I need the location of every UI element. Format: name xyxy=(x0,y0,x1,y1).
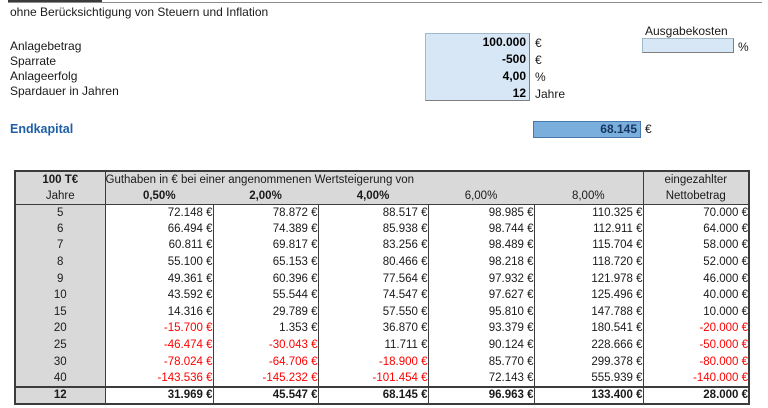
value-cell[interactable]: 228.666 € xyxy=(534,337,643,354)
year-cell[interactable]: 10 xyxy=(15,287,105,304)
subtitle: ohne Berücksichtigung von Steuern und Inflation xyxy=(10,5,269,19)
anlagebetrag-unit: € xyxy=(535,36,542,50)
year-cell[interactable]: 5 xyxy=(15,204,105,221)
value-cell[interactable]: 74.389 € xyxy=(213,221,318,238)
rate-header-3: 6,00% xyxy=(428,188,534,204)
table-row xyxy=(15,353,749,370)
anlageerfolg-unit: % xyxy=(535,70,546,84)
table-row xyxy=(15,304,749,321)
value-cell[interactable]: 112.911 € xyxy=(534,221,643,238)
results-table xyxy=(14,170,750,405)
value-cell[interactable]: -78.024 € xyxy=(105,353,213,370)
sparrate-unit: € xyxy=(535,53,542,67)
year-cell[interactable]: 40 xyxy=(15,370,105,387)
netto-cell[interactable]: -80.000 € xyxy=(643,353,749,370)
value-cell[interactable]: 14.316 € xyxy=(105,304,213,321)
year-cell[interactable]: 8 xyxy=(15,254,105,271)
ausgabekosten-unit: % xyxy=(738,40,749,54)
value-cell[interactable]: 74.547 € xyxy=(318,287,428,304)
header-row-top xyxy=(15,171,749,188)
rate-header-0: 0,50% xyxy=(105,188,213,204)
value-cell[interactable]: 55.100 € xyxy=(105,254,213,271)
value-cell[interactable]: 98.985 € xyxy=(428,204,534,221)
value-cell[interactable]: 36.870 € xyxy=(318,320,428,337)
anlageerfolg-input[interactable]: 4,00 xyxy=(502,69,526,83)
value-cell[interactable]: 180.541 € xyxy=(534,320,643,337)
table-row xyxy=(15,320,749,337)
value-cell[interactable]: 88.517 € xyxy=(318,204,428,221)
year-cell[interactable]: 7 xyxy=(15,237,105,254)
table-row xyxy=(15,337,749,354)
ausgabekosten-label: Ausgabekosten xyxy=(645,24,728,38)
value-cell[interactable]: 72.143 € xyxy=(428,370,534,387)
value-cell[interactable]: 60.811 € xyxy=(105,237,213,254)
header-rule xyxy=(8,2,762,3)
value-cell[interactable]: 121.978 € xyxy=(534,270,643,287)
value-cell[interactable]: 97.932 € xyxy=(428,270,534,287)
value-cell[interactable]: 299.378 € xyxy=(534,353,643,370)
header-row-rates xyxy=(15,188,749,204)
value-cell[interactable]: 72.148 € xyxy=(105,204,213,221)
year-cell[interactable]: 9 xyxy=(15,270,105,287)
value-cell[interactable]: 555.939 € xyxy=(534,370,643,387)
sparrate-label: Sparrate xyxy=(10,54,57,68)
value-cell[interactable]: -46.474 € xyxy=(105,337,213,354)
year-cell[interactable]: 12 xyxy=(15,387,105,404)
table-row xyxy=(15,287,749,304)
sparrate-input[interactable]: -500 xyxy=(501,52,526,66)
value-cell[interactable]: -18.900 € xyxy=(318,353,428,370)
value-cell[interactable]: 96.963 € xyxy=(428,387,534,404)
spardauer-label: Spardauer in Jahren xyxy=(10,84,119,98)
value-cell[interactable]: 49.361 € xyxy=(105,270,213,287)
table-row xyxy=(15,370,749,387)
endkapital-unit: € xyxy=(645,122,652,136)
year-cell[interactable]: 6 xyxy=(15,221,105,238)
rate-header-2: 4,00% xyxy=(318,188,428,204)
span-header: Guthaben in € bei einer angenommenen Wertsteigerung von xyxy=(105,171,643,188)
netto-cell[interactable]: 70.000 € xyxy=(643,204,749,221)
year-cell[interactable]: 25 xyxy=(15,337,105,354)
netto-cell[interactable]: 28.000 € xyxy=(643,387,749,404)
rate-header-4: 8,00% xyxy=(534,188,643,204)
netto-header-bottom: Nettobetrag xyxy=(643,188,749,204)
value-cell[interactable]: 115.704 € xyxy=(534,237,643,254)
netto-cell[interactable]: -20.000 € xyxy=(643,320,749,337)
table-row xyxy=(15,270,749,287)
value-cell[interactable]: 45.547 € xyxy=(213,387,318,404)
value-cell[interactable]: 125.496 € xyxy=(534,287,643,304)
value-cell[interactable]: 77.564 € xyxy=(318,270,428,287)
value-cell[interactable]: 98.744 € xyxy=(428,221,534,238)
summary-row xyxy=(15,387,749,404)
value-cell[interactable]: -64.706 € xyxy=(213,353,318,370)
value-cell[interactable]: 80.466 € xyxy=(318,254,428,271)
netto-cell[interactable]: 46.000 € xyxy=(643,270,749,287)
value-cell[interactable]: 97.627 € xyxy=(428,287,534,304)
spardauer-input[interactable]: 12 xyxy=(512,86,526,100)
value-cell[interactable]: -101.454 € xyxy=(318,370,428,387)
value-cell[interactable]: 95.810 € xyxy=(428,304,534,321)
netto-cell[interactable]: -140.000 € xyxy=(643,370,749,387)
netto-cell[interactable]: 10.000 € xyxy=(643,304,749,321)
table-row xyxy=(15,237,749,254)
value-cell[interactable]: 90.124 € xyxy=(428,337,534,354)
value-cell[interactable]: 43.592 € xyxy=(105,287,213,304)
value-cell[interactable]: 55.544 € xyxy=(213,287,318,304)
value-cell[interactable]: 31.969 € xyxy=(105,387,213,404)
value-cell[interactable]: 98.218 € xyxy=(428,254,534,271)
corner-header: 100 T€ xyxy=(15,171,105,188)
netto-cell[interactable]: 52.000 € xyxy=(643,254,749,271)
value-cell[interactable]: 57.550 € xyxy=(318,304,428,321)
value-cell[interactable]: 85.938 € xyxy=(318,221,428,238)
spardauer-unit: Jahre xyxy=(535,87,566,101)
netto-cell[interactable]: 64.000 € xyxy=(643,221,749,238)
rate-header-1: 2,00% xyxy=(213,188,318,204)
value-cell[interactable]: -15.700 € xyxy=(105,320,213,337)
value-cell[interactable]: 133.400 € xyxy=(534,387,643,404)
value-cell[interactable]: 118.720 € xyxy=(534,254,643,271)
value-cell[interactable]: 1.353 € xyxy=(213,320,318,337)
input-cells-block xyxy=(425,33,530,101)
value-cell[interactable]: -145.232 € xyxy=(213,370,318,387)
endkapital-label: Endkapital xyxy=(10,122,74,136)
netto-cell[interactable]: -50.000 € xyxy=(643,337,749,354)
endkapital-value[interactable]: 68.145 xyxy=(533,121,641,138)
year-cell[interactable]: 30 xyxy=(15,353,105,370)
value-cell[interactable]: 11.711 € xyxy=(318,337,428,354)
value-cell[interactable]: 65.153 € xyxy=(213,254,318,271)
value-cell[interactable]: -30.043 € xyxy=(213,337,318,354)
value-cell[interactable]: 93.379 € xyxy=(428,320,534,337)
jahre-header: Jahre xyxy=(15,188,105,204)
table-row xyxy=(15,221,749,238)
anlagebetrag-input[interactable]: 100.000 xyxy=(482,35,526,49)
value-cell[interactable]: 68.145 € xyxy=(318,387,428,404)
netto-cell[interactable]: 40.000 € xyxy=(643,287,749,304)
value-cell[interactable]: 29.789 € xyxy=(213,304,318,321)
table-row xyxy=(15,204,749,221)
table-body xyxy=(15,204,749,404)
anlageerfolg-label: Anlageerfolg xyxy=(10,69,78,83)
value-cell[interactable]: 98.489 € xyxy=(428,237,534,254)
anlagebetrag-label: Anlagebetrag xyxy=(10,39,82,53)
value-cell[interactable]: 66.494 € xyxy=(105,221,213,238)
value-cell[interactable]: 85.770 € xyxy=(428,353,534,370)
table-row xyxy=(15,254,749,271)
netto-header-top: eingezahlter xyxy=(643,171,749,188)
value-cell[interactable]: 110.325 € xyxy=(534,204,643,221)
value-cell[interactable]: 60.396 € xyxy=(213,270,318,287)
value-cell[interactable]: 83.256 € xyxy=(318,237,428,254)
value-cell[interactable]: -143.536 € xyxy=(105,370,213,387)
netto-cell[interactable]: 58.000 € xyxy=(643,237,749,254)
year-cell[interactable]: 15 xyxy=(15,304,105,321)
ausgabekosten-input[interactable] xyxy=(642,38,734,53)
value-cell[interactable]: 69.817 € xyxy=(213,237,318,254)
value-cell[interactable]: 78.872 € xyxy=(213,204,318,221)
year-cell[interactable]: 20 xyxy=(15,320,105,337)
value-cell[interactable]: 147.788 € xyxy=(534,304,643,321)
